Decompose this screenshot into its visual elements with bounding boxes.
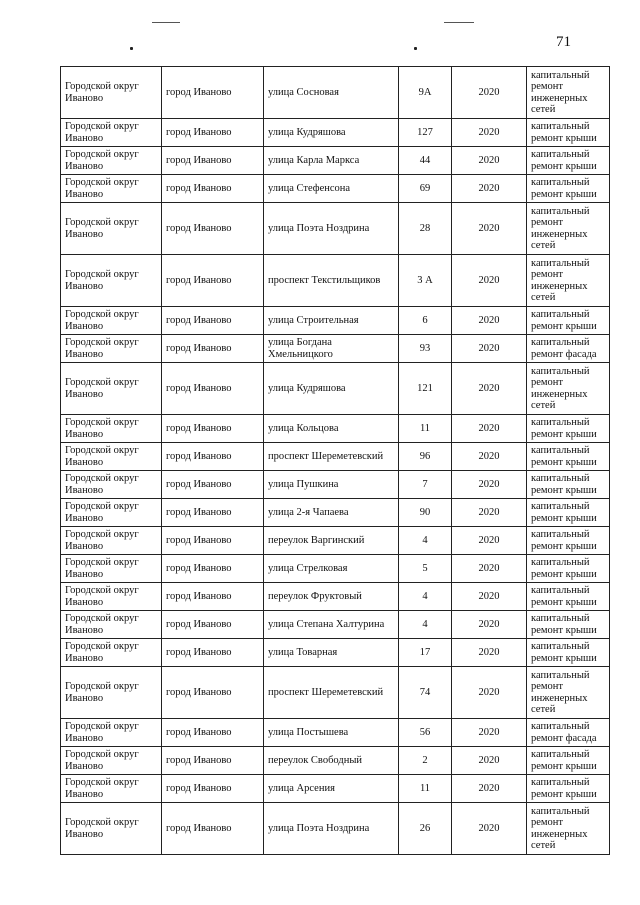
work-type-cell: капитальный ремонт инженерных сетей [527, 803, 610, 855]
table-row [61, 667, 610, 719]
work-type-cell: капитальный ремонт крыши [527, 639, 610, 667]
table-row [61, 803, 610, 855]
table-row [61, 67, 610, 119]
district-cell: Городской округ Иваново [61, 775, 162, 803]
city-cell: город Иваново [162, 555, 264, 583]
house-number-cell: 26 [399, 803, 452, 855]
house-number-cell: 28 [399, 203, 452, 255]
city-cell: город Иваново [162, 639, 264, 667]
table-row [61, 443, 610, 471]
table-row [61, 415, 610, 443]
scan-artifact-line [152, 22, 180, 23]
work-type-cell: капитальный ремонт крыши [527, 175, 610, 203]
work-type-cell: капитальный ремонт крыши [527, 527, 610, 555]
year-cell: 2020 [452, 611, 527, 639]
house-number-cell: 69 [399, 175, 452, 203]
table-row [61, 471, 610, 499]
house-number-cell: 74 [399, 667, 452, 719]
district-cell: Городской округ Иваново [61, 67, 162, 119]
year-cell: 2020 [452, 747, 527, 775]
district-cell: Городской округ Иваново [61, 147, 162, 175]
year-cell: 2020 [452, 147, 527, 175]
district-cell: Городской округ Иваново [61, 471, 162, 499]
work-type-cell: капитальный ремонт крыши [527, 583, 610, 611]
district-cell: Городской округ Иваново [61, 363, 162, 415]
street-cell: улица Карла Маркса [264, 147, 399, 175]
street-cell: улица Кудряшова [264, 119, 399, 147]
district-cell: Городской округ Иваново [61, 175, 162, 203]
house-number-cell: 3 А [399, 255, 452, 307]
year-cell: 2020 [452, 803, 527, 855]
table-row [61, 255, 610, 307]
street-cell: переулок Фруктовый [264, 583, 399, 611]
table-row [61, 527, 610, 555]
house-number-cell: 90 [399, 499, 452, 527]
district-cell: Городской округ Иваново [61, 719, 162, 747]
district-cell: Городской округ Иваново [61, 443, 162, 471]
table-row [61, 175, 610, 203]
year-cell: 2020 [452, 667, 527, 719]
work-type-cell: капитальный ремонт крыши [527, 471, 610, 499]
street-cell: улица Арсения [264, 775, 399, 803]
city-cell: город Иваново [162, 527, 264, 555]
house-number-cell: 96 [399, 443, 452, 471]
year-cell: 2020 [452, 471, 527, 499]
house-number-cell: 4 [399, 583, 452, 611]
district-cell: Городской округ Иваново [61, 583, 162, 611]
year-cell: 2020 [452, 307, 527, 335]
city-cell: город Иваново [162, 775, 264, 803]
street-cell: проспект Шереметевский [264, 667, 399, 719]
house-number-cell: 9А [399, 67, 452, 119]
city-cell: город Иваново [162, 203, 264, 255]
year-cell: 2020 [452, 415, 527, 443]
table-row [61, 119, 610, 147]
district-cell: Городской округ Иваново [61, 335, 162, 363]
work-type-cell: капитальный ремонт крыши [527, 307, 610, 335]
street-cell: улица Кудряшова [264, 363, 399, 415]
district-cell: Городской округ Иваново [61, 747, 162, 775]
work-type-cell: капитальный ремонт крыши [527, 555, 610, 583]
table-row [61, 499, 610, 527]
scan-artifact-dot [414, 47, 417, 50]
year-cell: 2020 [452, 719, 527, 747]
house-number-cell: 6 [399, 307, 452, 335]
table-row [61, 775, 610, 803]
year-cell: 2020 [452, 175, 527, 203]
district-cell: Городской округ Иваново [61, 499, 162, 527]
city-cell: город Иваново [162, 335, 264, 363]
work-type-cell: капитальный ремонт инженерных сетей [527, 363, 610, 415]
city-cell: город Иваново [162, 803, 264, 855]
city-cell: город Иваново [162, 471, 264, 499]
street-cell: улица Степана Халтурина [264, 611, 399, 639]
city-cell: город Иваново [162, 67, 264, 119]
street-cell: улица Строительная [264, 307, 399, 335]
year-cell: 2020 [452, 335, 527, 363]
year-cell: 2020 [452, 499, 527, 527]
table-row [61, 363, 610, 415]
street-cell: улица Поэта Ноздрина [264, 203, 399, 255]
city-cell: город Иваново [162, 175, 264, 203]
street-cell: улица Стефенсона [264, 175, 399, 203]
street-cell: проспект Шереметевский [264, 443, 399, 471]
work-type-cell: капитальный ремонт крыши [527, 415, 610, 443]
street-cell: переулок Варгинский [264, 527, 399, 555]
table-row [61, 555, 610, 583]
street-cell: переулок Свободный [264, 747, 399, 775]
house-number-cell: 56 [399, 719, 452, 747]
street-cell: улица Сосновая [264, 67, 399, 119]
street-cell: проспект Текстильщиков [264, 255, 399, 307]
district-cell: Городской округ Иваново [61, 307, 162, 335]
house-number-cell: 4 [399, 611, 452, 639]
scan-artifact-line [444, 22, 474, 23]
scan-artifact-dot [130, 47, 133, 50]
table-row [61, 307, 610, 335]
year-cell: 2020 [452, 363, 527, 415]
work-type-cell: капитальный ремонт инженерных сетей [527, 203, 610, 255]
year-cell: 2020 [452, 203, 527, 255]
table-row [61, 335, 610, 363]
year-cell: 2020 [452, 639, 527, 667]
street-cell: улица Стрелковая [264, 555, 399, 583]
city-cell: город Иваново [162, 747, 264, 775]
house-number-cell: 11 [399, 775, 452, 803]
house-number-cell: 2 [399, 747, 452, 775]
city-cell: город Иваново [162, 611, 264, 639]
table-row [61, 719, 610, 747]
city-cell: город Иваново [162, 363, 264, 415]
street-cell: улица Пушкина [264, 471, 399, 499]
page-number: 71 [556, 34, 571, 50]
house-number-cell: 4 [399, 527, 452, 555]
street-cell: улица 2-я Чапаева [264, 499, 399, 527]
city-cell: город Иваново [162, 719, 264, 747]
work-type-cell: капитальный ремонт крыши [527, 147, 610, 175]
table-row [61, 747, 610, 775]
city-cell: город Иваново [162, 667, 264, 719]
district-cell: Городской округ Иваново [61, 527, 162, 555]
work-type-cell: капитальный ремонт крыши [527, 119, 610, 147]
work-type-cell: капитальный ремонт крыши [527, 747, 610, 775]
table-row [61, 639, 610, 667]
city-cell: город Иваново [162, 499, 264, 527]
city-cell: город Иваново [162, 583, 264, 611]
table-row [61, 611, 610, 639]
house-number-cell: 5 [399, 555, 452, 583]
year-cell: 2020 [452, 255, 527, 307]
district-cell: Городской округ Иваново [61, 667, 162, 719]
work-type-cell: капитальный ремонт фасада [527, 335, 610, 363]
work-type-cell: капитальный ремонт крыши [527, 611, 610, 639]
house-number-cell: 121 [399, 363, 452, 415]
work-type-cell: капитальный ремонт инженерных сетей [527, 667, 610, 719]
table-body [61, 67, 610, 855]
city-cell: город Иваново [162, 119, 264, 147]
city-cell: город Иваново [162, 147, 264, 175]
house-number-cell: 127 [399, 119, 452, 147]
district-cell: Городской округ Иваново [61, 639, 162, 667]
city-cell: город Иваново [162, 307, 264, 335]
year-cell: 2020 [452, 583, 527, 611]
district-cell: Городской округ Иваново [61, 415, 162, 443]
work-type-cell: капитальный ремонт крыши [527, 775, 610, 803]
work-type-cell: капитальный ремонт фасада [527, 719, 610, 747]
house-number-cell: 93 [399, 335, 452, 363]
district-cell: Городской округ Иваново [61, 255, 162, 307]
year-cell: 2020 [452, 527, 527, 555]
city-cell: город Иваново [162, 415, 264, 443]
year-cell: 2020 [452, 775, 527, 803]
district-cell: Городской округ Иваново [61, 555, 162, 583]
street-cell: улица Товарная [264, 639, 399, 667]
district-cell: Городской округ Иваново [61, 203, 162, 255]
year-cell: 2020 [452, 555, 527, 583]
year-cell: 2020 [452, 119, 527, 147]
street-cell: улица Кольцова [264, 415, 399, 443]
house-number-cell: 7 [399, 471, 452, 499]
table-row [61, 147, 610, 175]
house-number-cell: 44 [399, 147, 452, 175]
district-cell: Городской округ Иваново [61, 803, 162, 855]
district-cell: Городской округ Иваново [61, 119, 162, 147]
city-cell: город Иваново [162, 255, 264, 307]
work-type-cell: капитальный ремонт инженерных сетей [527, 67, 610, 119]
house-number-cell: 17 [399, 639, 452, 667]
work-type-cell: капитальный ремонт крыши [527, 499, 610, 527]
year-cell: 2020 [452, 443, 527, 471]
street-cell: улица Поэта Ноздрина [264, 803, 399, 855]
work-type-cell: капитальный ремонт инженерных сетей [527, 255, 610, 307]
street-cell: улица Богдана Хмельницкого [264, 335, 399, 363]
work-type-cell: капитальный ремонт крыши [527, 443, 610, 471]
house-number-cell: 11 [399, 415, 452, 443]
year-cell: 2020 [452, 67, 527, 119]
table-row [61, 203, 610, 255]
district-cell: Городской округ Иваново [61, 611, 162, 639]
repair-register-table [60, 66, 610, 855]
city-cell: город Иваново [162, 443, 264, 471]
table-row [61, 583, 610, 611]
street-cell: улица Постышева [264, 719, 399, 747]
